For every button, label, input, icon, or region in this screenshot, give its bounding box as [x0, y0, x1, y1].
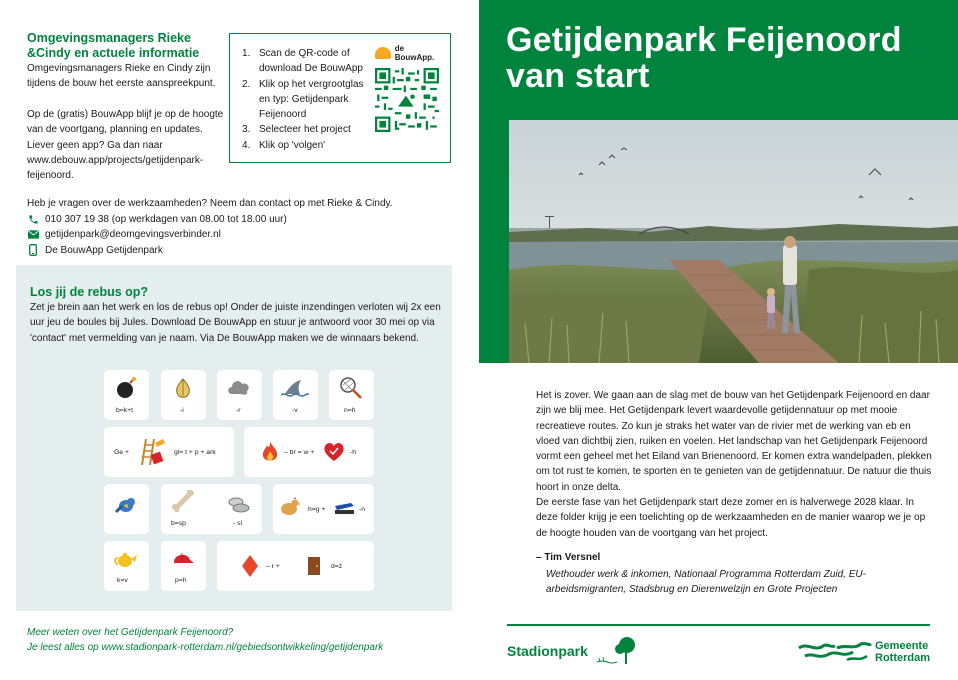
rebus-panel	[16, 265, 452, 611]
fishing-net-icon	[339, 376, 363, 400]
onion-icon	[171, 376, 195, 400]
rebus-tile-shark: -v	[273, 370, 318, 420]
bone-icon	[171, 490, 195, 512]
hero-photo	[509, 120, 958, 363]
managers-title: Omgevingsmanagers Rieke &Cindy en actuele informatie	[27, 31, 200, 60]
fire-icon	[258, 439, 282, 465]
rebus-tile-net: n=h	[329, 370, 374, 420]
contact-app-row	[27, 243, 457, 259]
qr-code[interactable]	[375, 68, 439, 132]
rebus-tile-fire-heart: – br = w + -h	[244, 427, 374, 477]
shark-fin-icon	[281, 378, 309, 398]
door-icon	[307, 556, 321, 576]
rebus-title: Los jij de rebus op?	[30, 285, 149, 299]
qr-steps-list	[242, 46, 370, 153]
contact-intro: Heb je vragen over de werkzaamheden? Neem dan contact op met Rieke & Cindy.	[27, 198, 393, 209]
qr-step: 1. Scan de QR-code of download De BouwApp	[242, 48, 363, 75]
qr-instructions-box	[229, 33, 451, 163]
page-title: Getijdenpark Feijenoord van start	[506, 21, 902, 95]
heart-icon	[322, 441, 346, 463]
park-illustration	[509, 120, 958, 363]
article-body	[536, 388, 936, 541]
more-info-link[interactable]: Je leest alles op www.stadionpark-rotterdam.nl/gebiedsontwikkeling/getijdenpark	[27, 642, 384, 653]
article-paragraph-1: Het is zover. We gaan aan de slag met de bouw van het Getijdenpark Feijenoord en daar zijn we blij mee. Het Getijdenpark levert waardevolle getijdennatuur op met mooie recreatieve routes. Zo kun je straks het water van de rivier met de werking van eb en vloed van dichtbij zien, ruiken en voelen. Het landschap van het Getijdenpark Feijenoord vormt een geheel met het Eiland van Brienenoord. Er komen extra wandelpaden, plekken om tot rust te komen, te sporten en te genieten van de getijdennatuur. De natuur die thuis hoort in onze delta.	[536, 390, 932, 493]
contact-phone[interactable]: 010 307 19 38 (op werkdagen van 08.00 tot 18.00 uur)	[45, 213, 287, 225]
rebus-tile-hen-stapler: h=g + -n	[273, 484, 374, 534]
signature-role: Wethouder werk & inkomen, Nationaal Programma Rotterdam Zuid, EU-arbeidsmigranten, Stadsbrug en Dierenwelzijn en Grote Projecten	[546, 569, 866, 596]
contact-app[interactable]: De BouwApp Getijdenpark	[45, 244, 163, 256]
rebus-tile-cloud: -r	[217, 370, 262, 420]
bouwapp-logo: de BouwApp.	[375, 46, 445, 60]
managers-intro: Omgevingsmanagers Rieke en Cindy zijn tijdens de bouw het eerste aanspreekpunt.	[27, 63, 216, 90]
stadionpark-logo-text: Stadionpark	[507, 643, 588, 659]
phone-icon	[27, 213, 39, 225]
helmet-icon	[375, 47, 391, 59]
signature-name: – Tim Versnel	[536, 552, 601, 563]
rebus-tile-onion: -i	[161, 370, 206, 420]
rebus-text: Zet je brein aan het werk en los de rebus op! Onder de juiste inzendingen verloten wij 2x een uur jeu de boules bij Jules. Download De BouwApp en stuur je antwoord voor 30 mei op via 'contact' met vermelding van je naam. Via De BouwApp maken we de winnaars bekend.	[30, 302, 441, 344]
gemeente-rotterdam-text: Gemeente Rotterdam	[875, 640, 931, 664]
gemeente-rotterdam-lion-logo	[797, 638, 873, 664]
mail-icon	[27, 229, 39, 241]
teapot-icon	[114, 548, 138, 570]
qr-step: 4. Klik op 'volgen'	[242, 139, 326, 151]
qr-step: 2. Klik op het vergrootglas en typ: Getijdenpark Feijenoord	[242, 78, 364, 121]
hero-banner	[479, 0, 958, 363]
bomb-icon	[114, 376, 138, 400]
rebus-tile-diamond-door: – r + d=z	[217, 541, 374, 591]
rebus-tile-cap: p=h	[161, 541, 206, 591]
slippers-icon	[227, 494, 251, 516]
rebus-tile-bomb: b=k+t	[104, 370, 149, 420]
rebus-tile-ladder: Ge + gl= t + p + ark	[104, 427, 234, 477]
cap-icon	[171, 549, 195, 569]
bird-icon	[114, 494, 138, 518]
diamond-icon	[241, 554, 259, 578]
right-page	[479, 0, 958, 680]
more-info-line1: Meer weten over het Getijdenpark Feijenoord?	[27, 627, 234, 638]
smartphone-icon	[27, 244, 39, 256]
rebus-tile-bird	[104, 484, 149, 534]
contact-email[interactable]: getijdenpark@deomgevingsverbinder.nl	[45, 229, 221, 240]
rebus-tile-teapot: k=v	[104, 541, 149, 591]
contact-phone-row	[27, 212, 457, 228]
footer-divider	[507, 624, 930, 626]
stapler-icon	[333, 500, 355, 516]
contact-block	[27, 196, 457, 258]
contact-email-row	[27, 227, 457, 243]
article-paragraph-2: De eerste fase van het Getijdenpark start deze zomer en is halverwege 2028 klaar. In deze folder krijg je een toelichting op de werkzaamheden en de manier waarop we je op de hoogte houden van de voortgang van het project.	[536, 497, 926, 539]
ladder-icon	[140, 437, 166, 467]
managers-app-text: Op de (gratis) BouwApp blijf je op de hoogte van de voortgang, planning en updates. Liever geen app? Ga dan naar www.debouw.app/projects/getijdenpark-feijenoord.	[27, 109, 224, 182]
rebus-tile-bone-shoe: b=sp - sl	[161, 484, 262, 534]
stadionpark-tree-icon	[597, 636, 641, 666]
hen-icon	[279, 496, 301, 518]
cloud-icon	[226, 376, 252, 398]
qr-step: 3. Selecteer het project	[242, 124, 351, 136]
